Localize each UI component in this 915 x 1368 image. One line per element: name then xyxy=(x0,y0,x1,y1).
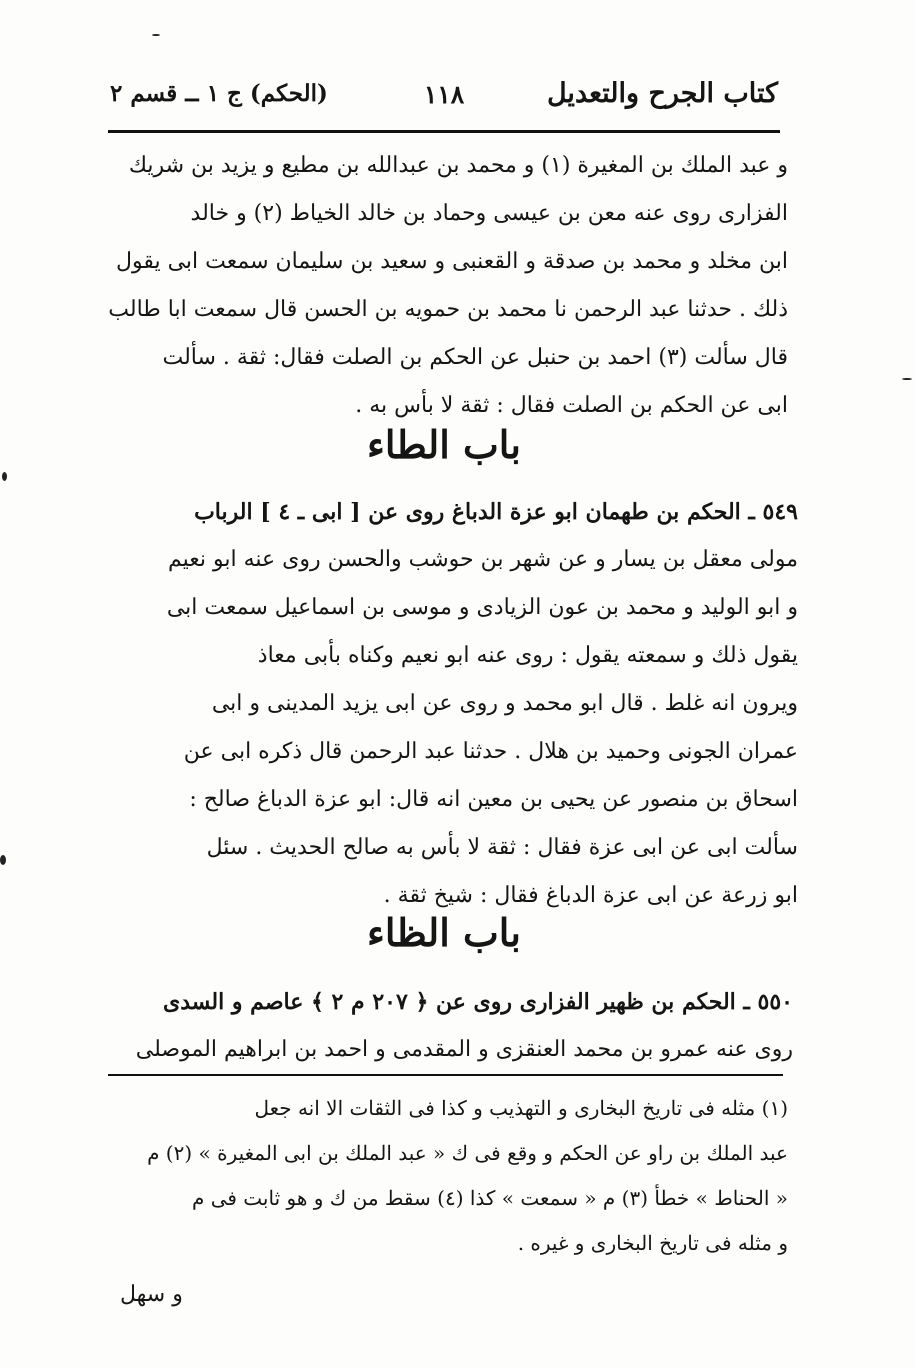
entry-first-line: ٥٤٩ ـ الحكم بن طهمان ابو عزة الدباغ روى عن [ ابى ـ ٤ ] الرباب xyxy=(194,499,798,525)
footnote-rule xyxy=(108,1074,783,1076)
scan-speck xyxy=(152,34,160,36)
entry-first-line: ٥٥٠ ـ الحكم بن ظهير الفزارى روى عن ﴿ ٢٠٧ م ٢ ﴾ عاصم و السدى xyxy=(163,989,793,1015)
scan-speck xyxy=(0,855,6,865)
text-line: الفزارى روى عنه معن بن عيسى وحماد بن خالد الخياط (٢) و خالد xyxy=(190,201,788,226)
text-line: ويرون انه غلط . قال ابو محمد و روى عن ابى يزيد المدينى و ابى xyxy=(211,691,798,716)
text-line: و ابو الوليد و محمد بن عون الزيادى و موسى بن اسماعيل سمعت ابى xyxy=(166,595,798,620)
footnote-line: (١) مثله فى تاريخ البخارى و التهذيب و كذا فى الثقات الا انه جعل xyxy=(254,1096,788,1120)
text-continuation xyxy=(108,142,788,430)
catchword: و سهل xyxy=(120,1282,183,1307)
chapter-heading: باب الطاء xyxy=(367,422,521,467)
text-line: سألت ابى عن ابى عزة فقال : ثقة لا بأس به صالح الحديث . سئل xyxy=(206,835,798,860)
text-line: اسحاق بن منصور عن يحيى بن معين انه قال: ابو عزة الدباغ صالح : xyxy=(189,787,798,812)
text-line: ابن مخلد و محمد بن صدقة و القعنبى و سعيد بن سليمان سمعت ابى يقول xyxy=(116,249,788,274)
text-line: عمران الجونى وحميد بن هلال . حدثنا عبد الرحمن قال ذكره ابى عن xyxy=(183,739,798,764)
text-line: روى عنه عمرو بن محمد العنقزى و المقدمى و احمد بن ابراهيم الموصلى xyxy=(135,1037,793,1062)
book-title: كتاب الجرح والتعديل xyxy=(546,78,778,109)
text-line: ذلك . حدثنا عبد الرحمن نا محمد بن حمويه بن الحسن قال سمعت ابا طالب xyxy=(108,297,788,322)
footnote-line: عبد الملك بن راو عن الحكم و وقع فى ك « عبد الملك بن ابى المغيرة » (٢) م xyxy=(147,1141,788,1165)
footnote-line: « الحناط » خطأ (٣) م « سمعت » كذا (٤) سقط من ك و هو ثابت فى م xyxy=(191,1186,788,1210)
running-header xyxy=(110,78,778,122)
chapter-heading: باب الظاء xyxy=(367,910,521,955)
text-line: قال سألت (٣) احمد بن حنبل عن الحكم بن الصلت فقال: ثقة . سألت xyxy=(162,345,788,370)
text-line: يقول ذلك و سمعته يقول : روى عنه ابو نعيم وكناه بأبى معاذ xyxy=(257,643,798,668)
footnotes xyxy=(108,1086,788,1266)
text-line: و عبد الملك بن المغيرة (١) و محمد بن عبدالله بن مطيع و يزيد بن شريك xyxy=(128,153,788,178)
text-line: مولى معقل بن يسار و عن شهر بن حوشب والحسن روى عنه ابو نعيم xyxy=(168,547,798,572)
volume-part: (الحكم) ج ١ ــ قسم ٢ xyxy=(110,80,328,107)
text-line: ابو زرعة عن ابى عزة الدباغ فقال : شيخ ثقة . xyxy=(383,883,798,908)
scan-speck xyxy=(2,472,7,481)
scan-speck xyxy=(902,378,912,380)
text-line: ابى عن الحكم بن الصلت فقال : ثقة لا بأس به . xyxy=(355,393,788,418)
header-rule xyxy=(108,130,780,133)
footnote-line: و مثله فى تاريخ البخارى و غيره . xyxy=(517,1231,788,1255)
page-number: ١١٨ xyxy=(423,80,465,109)
entry-549 xyxy=(108,488,798,920)
entry-550 xyxy=(108,978,793,1074)
